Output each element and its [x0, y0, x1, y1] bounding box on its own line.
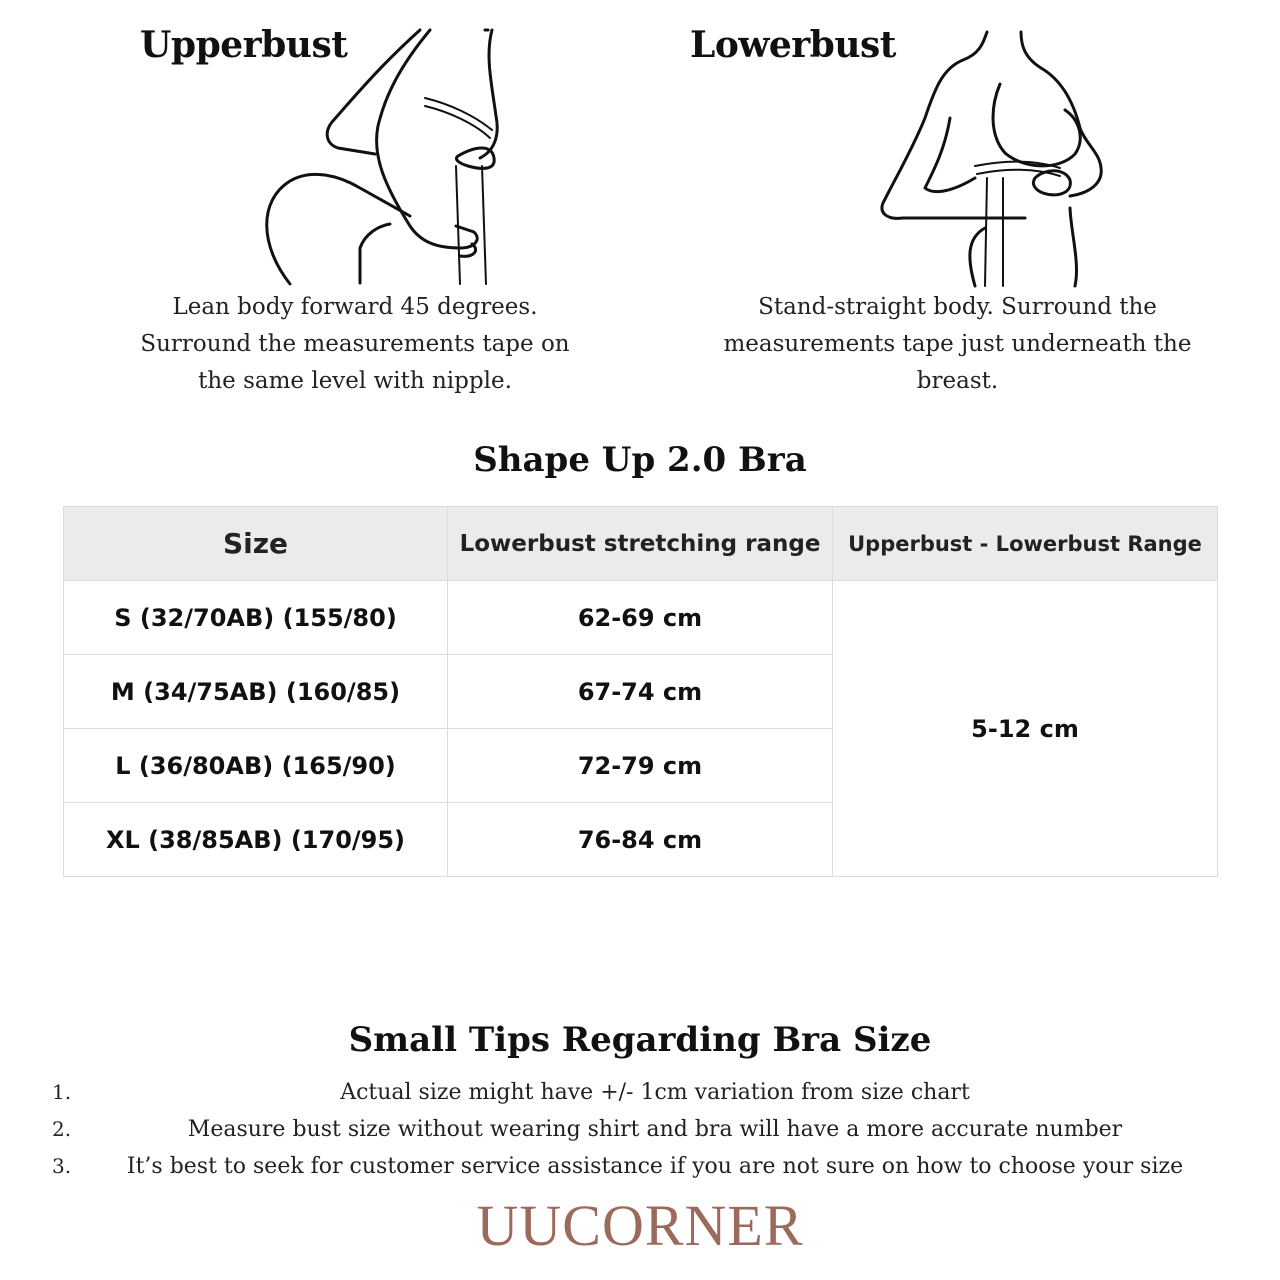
tip-number: 3. [52, 1154, 72, 1178]
lowerbust-cell: 72-79 cm [448, 729, 833, 803]
upperbust-desc-line: Surround the measurements tape on [140, 331, 570, 357]
lowerbust-title: Lowerbust [690, 24, 896, 66]
tip-text: Actual size might have +/- 1cm variation from size chart [340, 1080, 970, 1105]
list-item [50, 1074, 1230, 1111]
lowerbust-cell: 76-84 cm [448, 803, 833, 877]
upperbust-desc-line: the same level with nipple. [198, 368, 512, 394]
list-item [50, 1111, 1230, 1148]
header-lowerbust-range: Lowerbust stretching range [448, 507, 833, 581]
lowerbust-desc-line: breast. [916, 368, 999, 394]
brand-logo: UUCORNER [476, 1193, 804, 1258]
upperbust-title: Upperbust [140, 24, 348, 66]
size-chart-title: Shape Up 2.0 Bra [473, 440, 807, 480]
list-item [50, 1148, 1230, 1185]
lowerbust-description [700, 289, 1215, 400]
upperbust-desc-line: Lean body forward 45 degrees. [172, 294, 538, 320]
tip-text: It’s best to seek for customer service assistance if you are not sure on how to choose your size [126, 1154, 1184, 1179]
size-cell: XL (38/85AB) (170/95) [64, 803, 448, 877]
lowerbust-desc-line: Stand-straight body. Surround the [758, 294, 1157, 320]
tips-title: Small Tips Regarding Bra Size [348, 1020, 932, 1060]
tip-number: 2. [52, 1117, 72, 1141]
tip-text: Measure bust size without wearing shirt and bra will have a more accurate number [187, 1117, 1123, 1142]
header-size: Size [64, 507, 448, 581]
tips-list [50, 1074, 1230, 1185]
lowerbust-cell: 67-74 cm [448, 655, 833, 729]
size-cell: L (36/80AB) (165/90) [64, 729, 448, 803]
size-cell: S (32/70AB) (155/80) [64, 581, 448, 655]
lowerbust-desc-line: measurements tape just underneath the [723, 331, 1192, 357]
tip-number: 1. [52, 1080, 72, 1104]
lowerbust-illustration-icon [875, 28, 1110, 290]
upperbust-description [100, 289, 610, 400]
table-row [64, 581, 1218, 655]
size-chart-table [63, 506, 1218, 877]
header-upper-lower-range: Upperbust - Lowerbust Range [833, 507, 1218, 581]
upperbust-illustration-icon [260, 26, 510, 288]
lowerbust-cell: 62-69 cm [448, 581, 833, 655]
size-cell: M (34/75AB) (160/85) [64, 655, 448, 729]
table-header-row [64, 507, 1218, 581]
upper-lower-range-cell: 5-12 cm [833, 581, 1218, 877]
